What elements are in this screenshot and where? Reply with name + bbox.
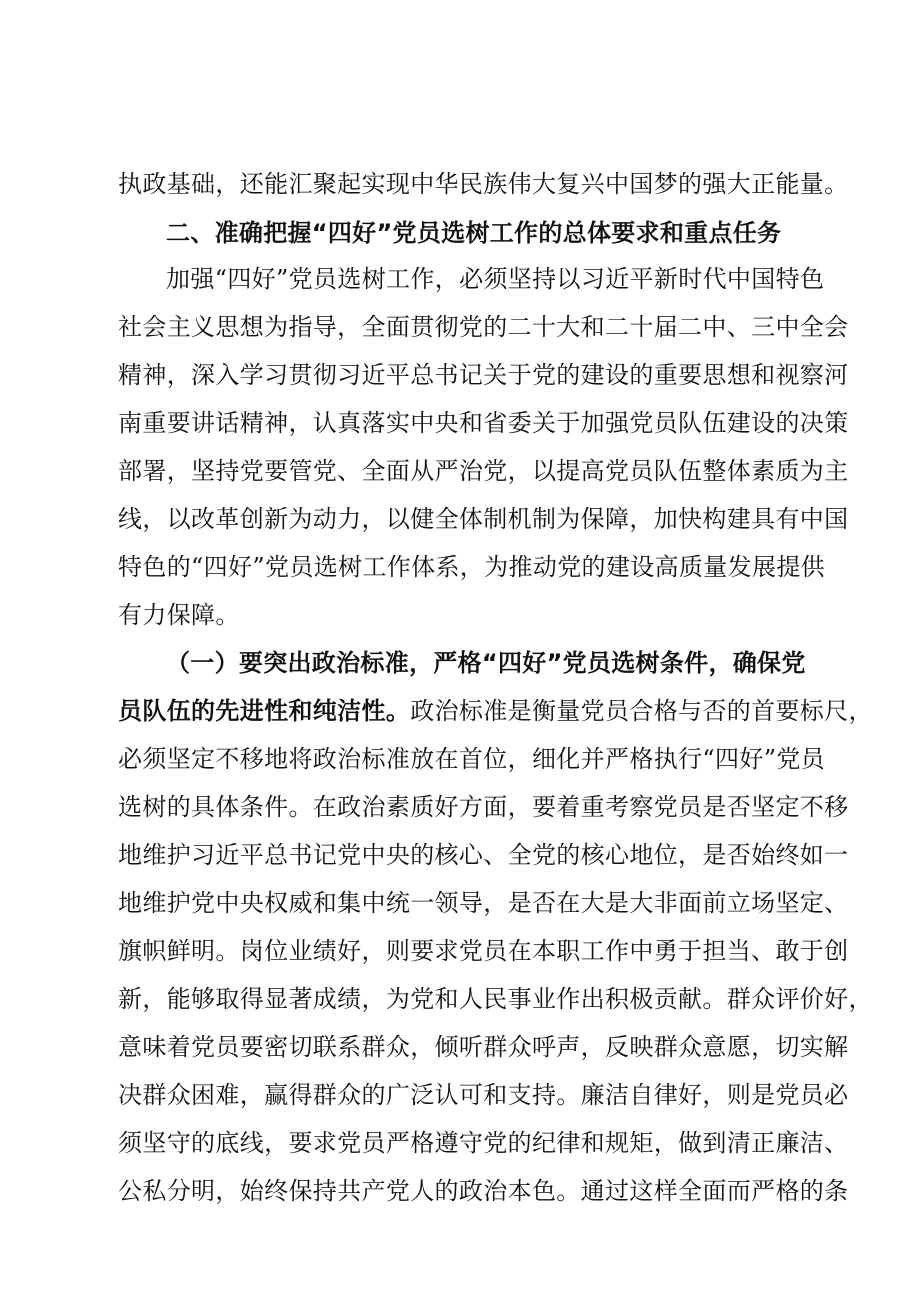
paragraph-line [118, 694, 873, 728]
paragraph-line: 地维护习近平总书记党中央的核心、全党的核心地位，是否始终如一 [118, 841, 849, 869]
paragraph-text: 政治标准是衡量党员合格与否的首要标尺， [410, 697, 873, 725]
section-heading: 二、准确把握“四好”党员选树工作的总体要求和重点任务 [166, 219, 782, 247]
paragraph-line: 选树的具体条件。在政治素质好方面，要着重考察党员是否坚定不移 [118, 793, 849, 821]
paragraph-line: 社会主义思想为指导，全面贯彻党的二十大和二十届二中、三中全会 [118, 313, 849, 341]
paragraph-line: 意味着党员要密切联系群众，倾听群众呼声，反映群众意愿，切实解 [118, 1033, 849, 1061]
paragraph-line: 须坚守的底线，要求党员严格遵守党的纪律和规矩，做到清正廉洁、 [118, 1129, 849, 1157]
paragraph-line: 执政基础，还能汇聚起实现中华民族伟大复兴中国梦的强大正能量。 [118, 170, 849, 198]
paragraph-line: 南重要讲话精神，认真落实中央和省委关于加强党员队伍建设的决策 [118, 409, 849, 437]
paragraph-line: 旗帜鲜明。岗位业绩好，则要求党员在本职工作中勇于担当、敢于创 [118, 937, 849, 965]
paragraph-line: 有力保障。 [118, 601, 240, 629]
paragraph-line: 部署，坚持党要管党、全面从严治党，以提高党员队伍整体素质为主 [118, 457, 849, 485]
subsection-heading-tail: 员队伍的先进性和纯洁性。 [118, 697, 411, 725]
paragraph-line: 特色的“四好”党员选树工作体系，为推动党的建设高质量发展提供 [118, 553, 826, 581]
paragraph-line: 必须坚定不移地将政治标准放在首位，细化并严格执行“四好”党员 [118, 745, 826, 773]
paragraph-line: 地维护党中央权威和集中统一领导，是否在大是大非面前立场坚定、 [118, 889, 849, 917]
paragraph-line: 新，能够取得显著成绩，为党和人民事业作出积极贡献。群众评价好， [118, 985, 873, 1013]
subsection-heading: （一）要突出政治标准，严格“四好”党员选树条件，确保党 [166, 649, 806, 677]
paragraph-line: 加强“四好”党员选树工作，必须坚持以习近平新时代中国特色 [166, 265, 825, 293]
paragraph-line: 线，以改革创新为动力，以健全体制机制为保障，加快构建具有中国 [118, 505, 849, 533]
paragraph-line: 公私分明，始终保持共产党人的政治本色。通过这样全面而严格的条 [118, 1177, 849, 1205]
paragraph-line: 精神，深入学习贯彻习近平总书记关于党的建设的重要思想和视察河 [118, 361, 849, 389]
paragraph-line: 决群众困难，赢得群众的广泛认可和支持。廉洁自律好，则是党员必 [118, 1081, 849, 1109]
